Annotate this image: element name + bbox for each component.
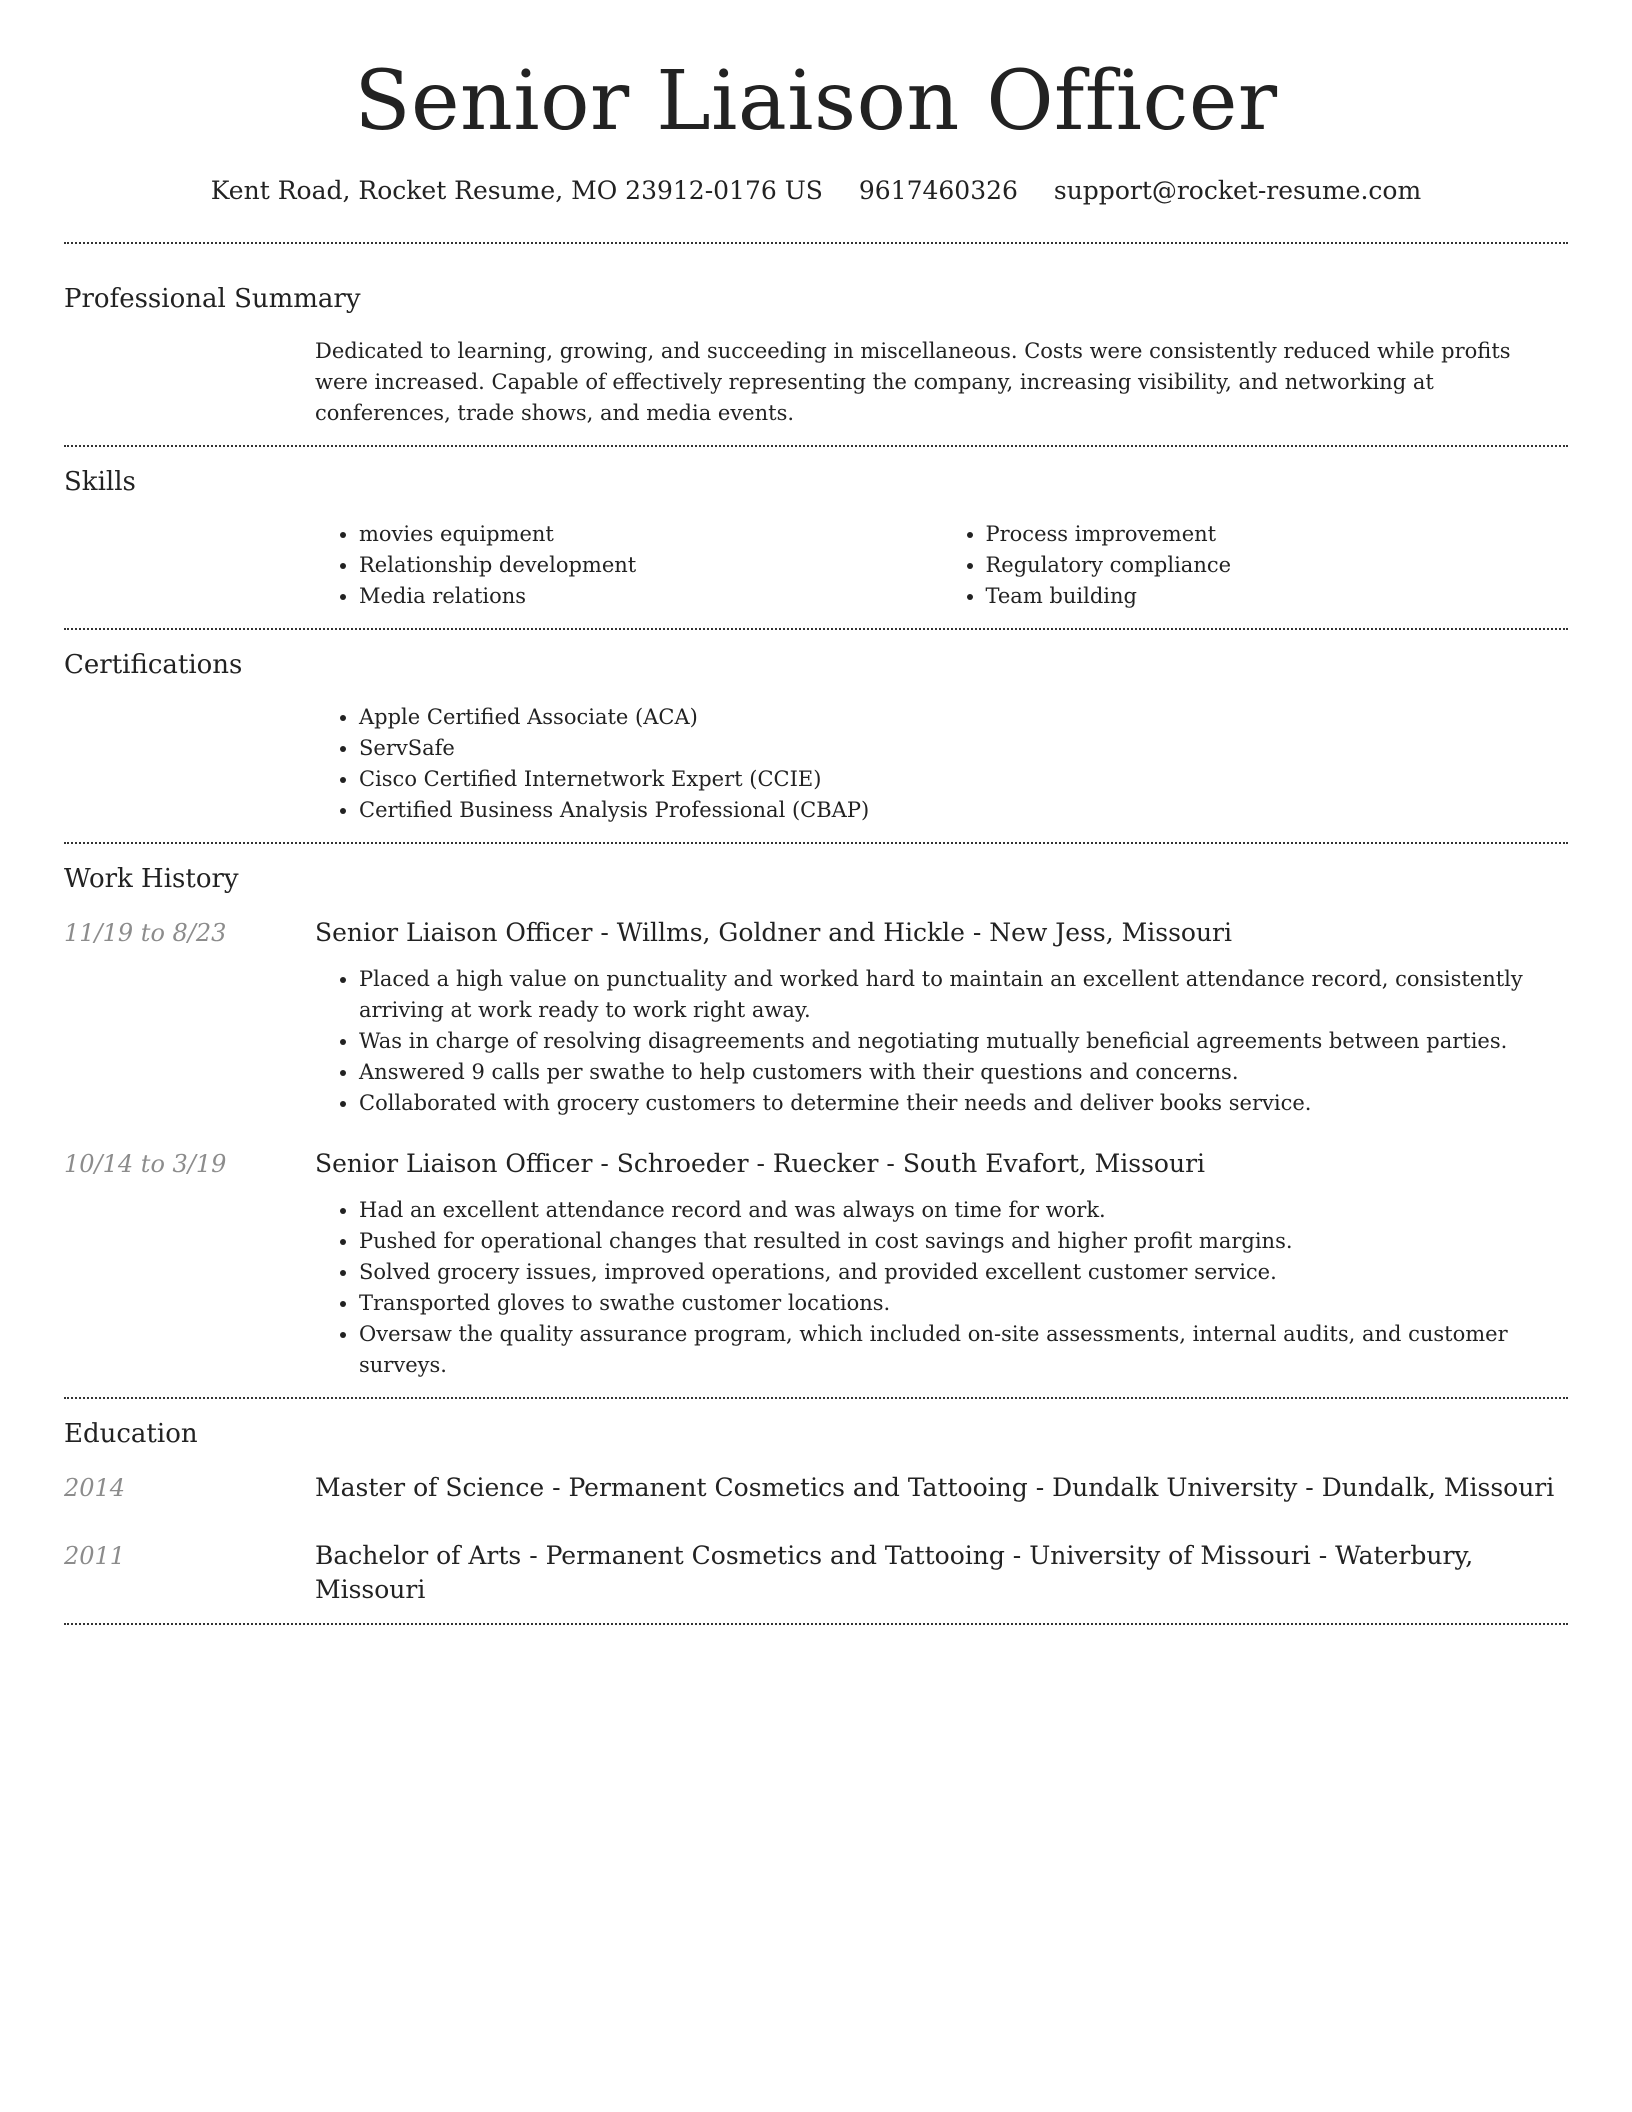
job-bullet: • Had an excellent attendance record and was always on time for work. bbox=[359, 1195, 1568, 1226]
summary-body bbox=[315, 336, 1568, 429]
job-title: Senior Liaison Officer bbox=[315, 918, 593, 947]
education-degree: Bachelor of Arts bbox=[315, 1541, 522, 1570]
education-year: 2011 bbox=[64, 1542, 126, 1570]
skill-item: • Process improvement bbox=[986, 519, 1569, 550]
skill-item: • movies equipment bbox=[359, 519, 942, 550]
job-title: Senior Liaison Officer bbox=[315, 1149, 593, 1178]
education-title-line bbox=[315, 1539, 1568, 1607]
education-degree: Master of Science bbox=[315, 1473, 545, 1502]
skills-grid bbox=[315, 519, 1568, 612]
job-title-line bbox=[315, 916, 1568, 950]
job-bullet: • Collaborated with grocery customers to determine their needs and deliver books service. bbox=[359, 1088, 1568, 1119]
skill-item: • Media relations bbox=[359, 581, 942, 612]
certification-item: • Cisco Certified Internetwork Expert (CCIE) bbox=[359, 764, 1568, 795]
certification-item: • ServSafe bbox=[359, 733, 1568, 764]
job-title-line bbox=[315, 1147, 1568, 1181]
job-bullet: • Placed a high value on punctuality and worked hard to maintain an excellent attendance record, consistently arriving at work ready to work right away. bbox=[359, 964, 1568, 1026]
certifications-list bbox=[315, 702, 1568, 826]
job-bullet: • Answered 9 calls per swathe to help customers with their questions and concerns. bbox=[359, 1057, 1568, 1088]
skill-item: • Team building bbox=[986, 581, 1569, 612]
resume-title: Senior Liaison Officer bbox=[354, 54, 1278, 149]
work-history-section bbox=[64, 844, 1568, 1397]
skills-left-list bbox=[315, 519, 942, 612]
education-details: - Permanent Cosmetics and Tattooing - University of Missouri - Waterbury, Missouri bbox=[315, 1541, 1474, 1604]
section-heading-work: Work History bbox=[64, 864, 239, 894]
education-year: 2014 bbox=[64, 1474, 126, 1502]
section-heading-education: Education bbox=[64, 1419, 198, 1449]
certification-item: • Certified Business Analysis Professional (CBAP) bbox=[359, 795, 1568, 826]
job-bullet: • Solved grocery issues, improved operations, and provided excellent customer service. bbox=[359, 1257, 1568, 1288]
education-section bbox=[64, 1399, 1568, 1623]
skills-right-list bbox=[942, 519, 1569, 612]
education-entry bbox=[64, 1471, 1568, 1505]
job-bullets bbox=[315, 964, 1568, 1119]
contact-phone: 9617460326 bbox=[858, 176, 1018, 205]
contact-email[interactable]: support@rocket-resume.com bbox=[1053, 176, 1422, 205]
job-main bbox=[315, 916, 1568, 1119]
certifications-section bbox=[64, 630, 1568, 842]
skill-item: • Regulatory compliance bbox=[986, 550, 1569, 581]
job-employer-location: - Schroeder - Ruecker - South Evafort, Missouri bbox=[592, 1149, 1206, 1178]
section-heading-summary: Professional Summary bbox=[64, 284, 361, 314]
job-bullet: • Was in charge of resolving disagreements and negotiating mutually beneficial agreements between parties. bbox=[359, 1026, 1568, 1057]
contact-address: Kent Road, Rocket Resume, MO 23912-0176 US bbox=[210, 176, 823, 205]
summary-text: Dedicated to learning, growing, and succeeding in miscellaneous. Costs were consistently reduced while profits were increased. Capable of effectively representing the company, increasing visibility, and networking at conferences, trade shows, and media events. bbox=[315, 339, 1511, 425]
job-bullet: • Pushed for operational changes that resulted in cost savings and higher profit margins. bbox=[359, 1226, 1568, 1257]
job-dates: 11/19 to 8/23 bbox=[64, 919, 227, 947]
job-employer-location: - Willms, Goldner and Hickle - New Jess, Missouri bbox=[592, 918, 1233, 947]
job-entry bbox=[64, 1147, 1568, 1381]
contact-line bbox=[64, 174, 1568, 208]
job-bullet: • Oversaw the quality assurance program, which included on-site assessments, internal audits, and customer surveys. bbox=[359, 1319, 1568, 1381]
education-title-line bbox=[315, 1471, 1554, 1505]
certification-item: • Apple Certified Associate (ACA) bbox=[359, 702, 1568, 733]
skill-item: • Relationship development bbox=[359, 550, 942, 581]
job-bullets bbox=[315, 1195, 1568, 1381]
job-entry bbox=[64, 916, 1568, 1119]
skills-section bbox=[64, 447, 1568, 628]
job-main bbox=[315, 1147, 1568, 1381]
certifications-body bbox=[315, 702, 1568, 826]
section-heading-skills: Skills bbox=[64, 467, 136, 497]
education-entry bbox=[64, 1539, 1568, 1607]
education-details: - Permanent Cosmetics and Tattooing - Dundalk University - Dundalk, Missouri bbox=[544, 1473, 1555, 1502]
divider bbox=[64, 1623, 1568, 1625]
section-heading-certifications: Certifications bbox=[64, 650, 243, 680]
job-dates: 10/14 to 3/19 bbox=[64, 1150, 227, 1178]
summary-section bbox=[64, 244, 1568, 445]
job-bullet: • Transported gloves to swathe customer locations. bbox=[359, 1288, 1568, 1319]
